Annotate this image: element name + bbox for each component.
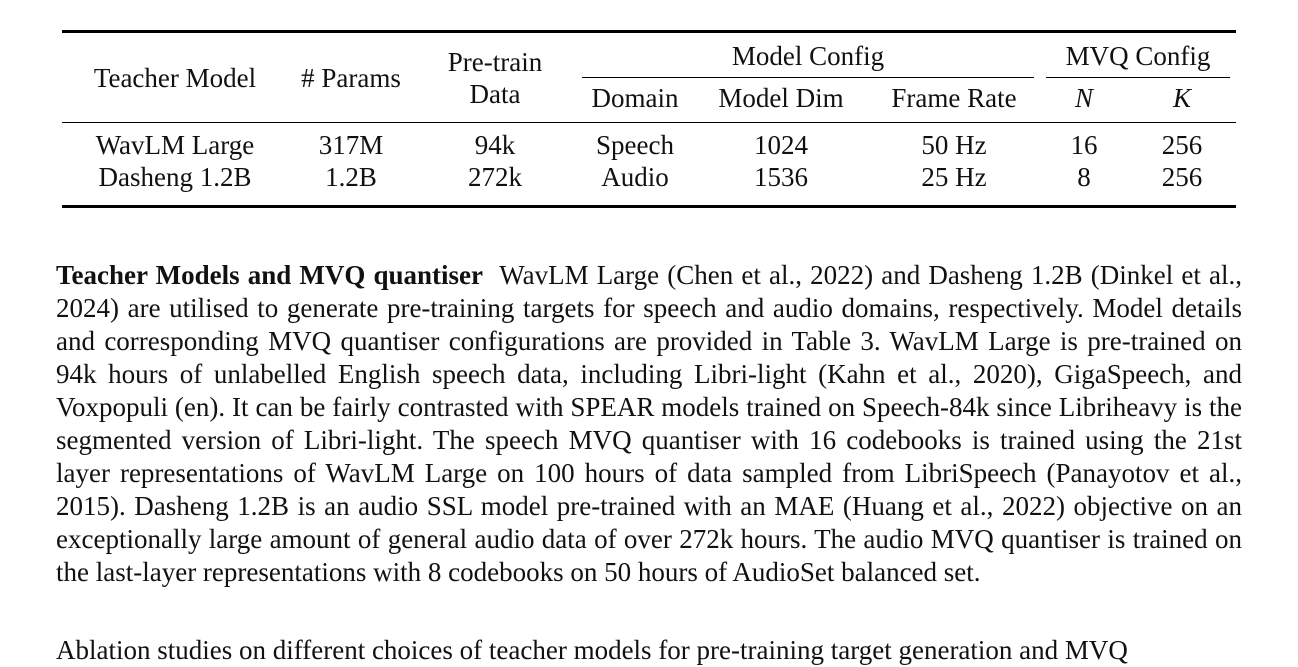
cell-model-dim: 1024 xyxy=(754,130,808,160)
header-pretrain-data-line2: Data xyxy=(469,79,521,109)
table-row xyxy=(62,161,1236,207)
header-n: N xyxy=(1040,78,1128,123)
header-mvq-config: MVQ Config xyxy=(1040,32,1236,79)
header-pretrain-data-line1: Pre-train xyxy=(447,47,543,77)
cell-k: 256 xyxy=(1161,162,1203,192)
cell-teacher-model: Dasheng 1.2B xyxy=(98,162,252,192)
header-teacher-model: Teacher Model xyxy=(62,32,288,123)
cell-params: 317M xyxy=(318,130,384,160)
cell-teacher-model: WavLM Large xyxy=(95,130,255,160)
paragraph-heading: Teacher Models and MVQ quantiser xyxy=(56,260,484,290)
cell-pretrain-data: 94k xyxy=(474,130,516,160)
cell-params: 1.2B xyxy=(325,162,377,192)
teacher-model-config-table xyxy=(62,30,1236,208)
cell-model-dim: 1536 xyxy=(754,162,808,192)
cell-domain: Audio xyxy=(601,162,669,192)
cell-domain: Speech xyxy=(596,130,674,160)
table-row xyxy=(62,123,1236,162)
header-k: K xyxy=(1128,78,1236,123)
header-frame-rate: Frame Rate xyxy=(868,78,1040,123)
cell-n: 16 xyxy=(1070,130,1098,160)
ablation-paragraph xyxy=(56,634,1242,667)
cell-pretrain-data: 272k xyxy=(468,162,522,192)
header-model-dim: Model Dim xyxy=(694,78,868,123)
header-params: # Params xyxy=(288,32,414,123)
cell-n: 8 xyxy=(1077,162,1091,192)
cell-k: 256 xyxy=(1161,130,1203,160)
header-pretrain-data xyxy=(414,32,576,123)
header-model-config: Model Config xyxy=(576,32,1040,79)
teacher-models-paragraph xyxy=(56,259,1242,589)
cell-frame-rate: 25 Hz xyxy=(921,162,987,192)
paragraph-body: WavLM Large (Chen et al., 2022) and Dasheng 1.2B (Dinkel et al., 2024) are utilised to generate pre-training targets for speech and audio domains, respectively. Model details and corresponding MVQ quantiser configurations are provided in Table 3. WavLM Large is pre-trained on 94k hours of unlabelled English speech data, including Libri-light (Kahn et al., 2020), GigaSpeech, and Voxpopuli (en). It can be fairly contrasted with SPEAR models trained on Speech-84k since Libriheavy is the segmented version of Libri-light. The speech MVQ quantiser with 16 codebooks is trained using the 21st layer representations of WavLM Large on 100 hours of data sampled from LibriSpeech (Panayotov et al., 2015). Dasheng 1.2B is an audio SSL model pre-trained with an MAE (Huang et al., 2022) objective on an exceptionally large amount of general audio data of over 272k hours. The audio MVQ quantiser is trained on the last-layer representations with 8 codebooks on 50 hours of AudioSet balanced set. xyxy=(56,260,1242,587)
config-table-wrapper xyxy=(62,30,1236,208)
cell-frame-rate: 50 Hz xyxy=(921,130,987,160)
header-domain: Domain xyxy=(576,78,694,123)
paragraph-body: Ablation studies on different choices of teacher models for pre-training target generation and MVQ xyxy=(56,635,1128,665)
